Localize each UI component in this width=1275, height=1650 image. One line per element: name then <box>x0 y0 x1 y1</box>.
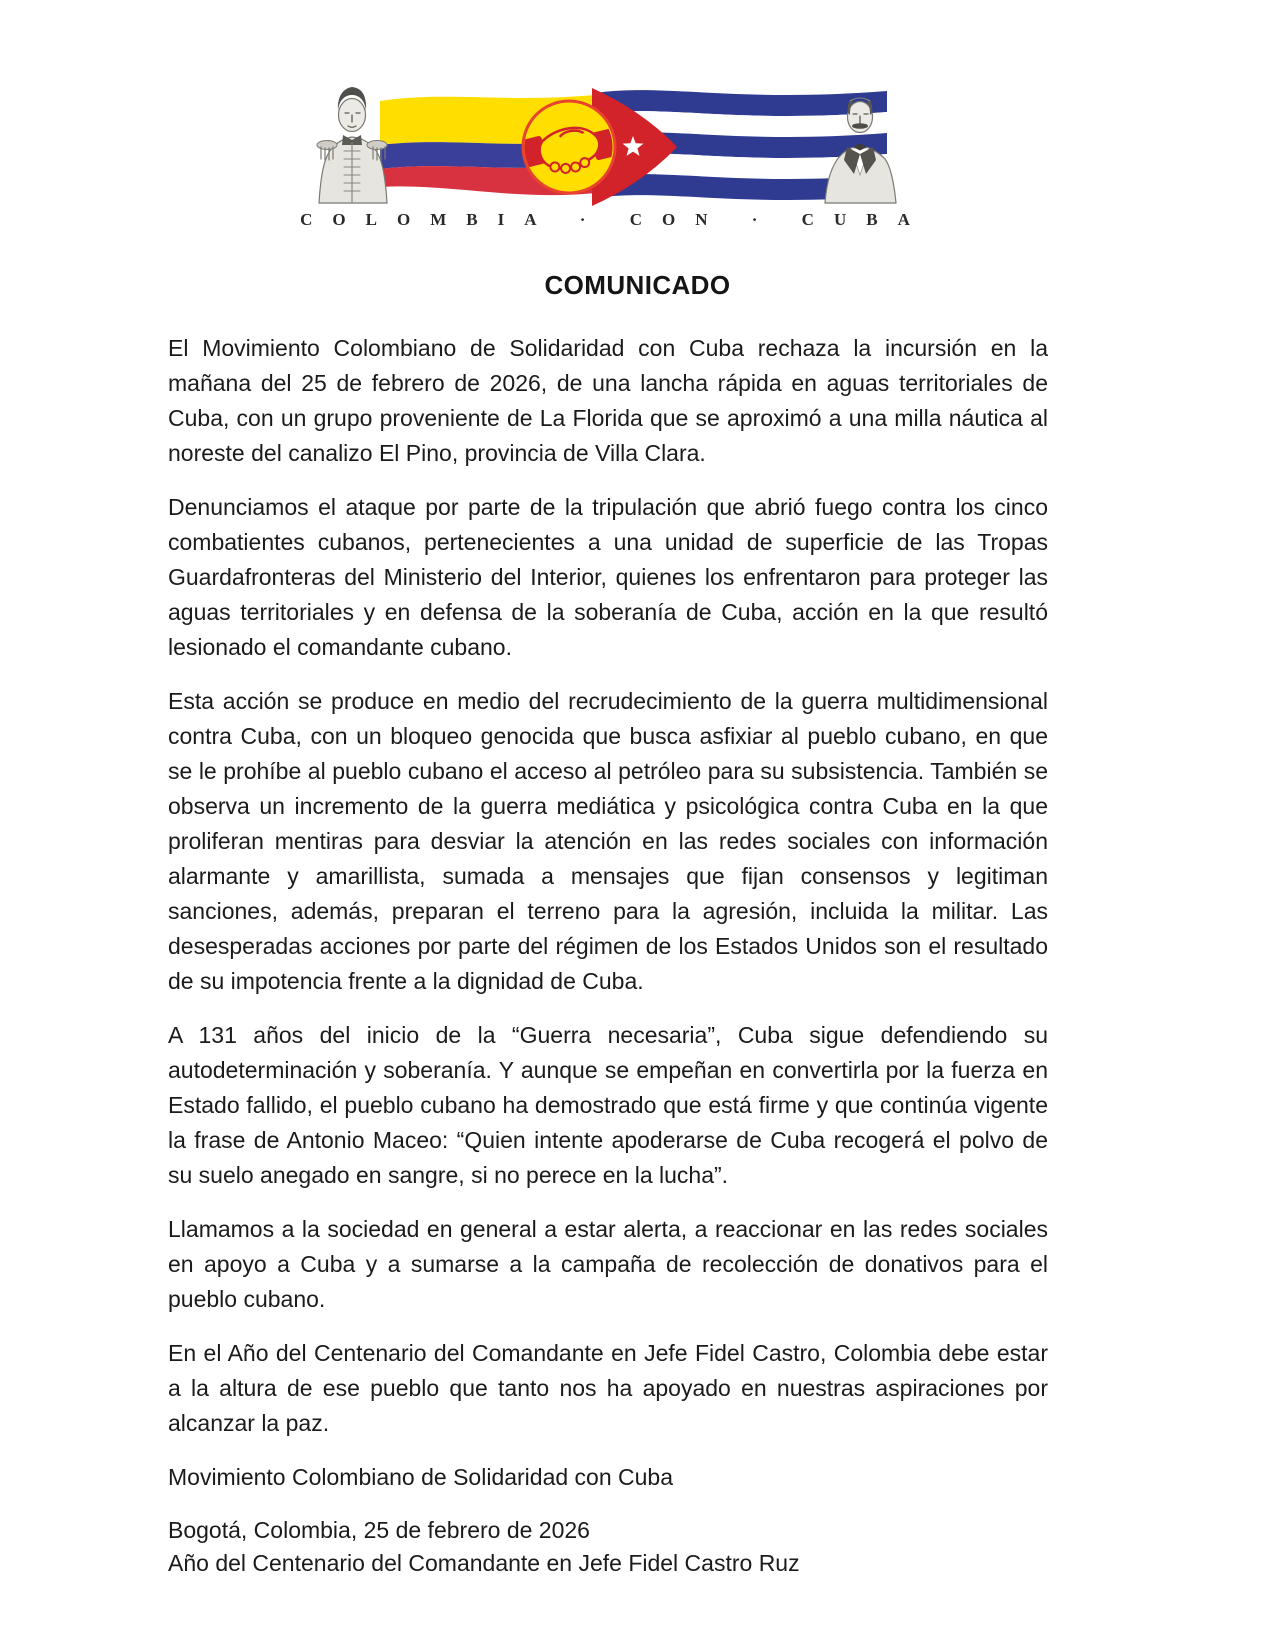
footer-dedication: Año del Centenario del Comandante en Jefe Fidel Castro Ruz <box>168 1550 800 1576</box>
paragraph-denuncia: Denunciamos el ataque por parte de la tripulación que abrió fuego contra los cinco combatientes cubanos, pertenecientes a una unidad de superficie de las Tropas Guardafronteras del Ministerio del Interior, quienes los enfrentaron para proteger las aguas territoriales y en defensa de la soberanía de Cuba, acción en la que resultó lesionado el comandante cubano. <box>168 494 1048 660</box>
logo-caption: COLOMBIA · CON · CUBA <box>300 210 930 229</box>
paragraph-guerra-necesaria: A 131 años del inicio de la “Guerra necesaria”, Cuba sigue defendiendo su autodeterminación y soberanía. Y aunque se empeñan en convertirla por la fuerza en Estado fallido, el pueblo cubano ha demostrado que está firme y que continúa vigente la frase de Antonio Maceo: “Quien intente apoderarse de Cuba recogerá el polvo de su suelo anegado en sangre, si no perece en la lucha”. <box>168 1022 1048 1188</box>
logo <box>295 75 930 230</box>
paragraph-guerra-multidimensional: Esta acción se produce en medio del recrudecimiento de la guerra multidimensional contra Cuba, con un bloqueo genocida que busca asfixiar al pueblo cubano, en que se le prohíbe al pueblo cubano el acceso al petróleo para su subsistencia. También se observa un incremento de la guerra mediática y psicológica contra Cuba en la que proliferan mentiras para desviar la atención en las redes sociales con información alarmante y amarillista, sumada a mensajes que fijan consensos y legitiman sanciones, además, preparan el terreno para la agresión, incluida la militar. Las desesperadas acciones por parte del régimen de los Estados Unidos son el resultado de su impotencia frente a la dignidad de Cuba. <box>168 688 1048 994</box>
colombia-con-cuba-logo-image <box>295 75 915 207</box>
signature: Movimiento Colombiano de Solidaridad con Cuba <box>168 1464 674 1490</box>
paragraph-llamado: Llamamos a la sociedad en general a estar alerta, a reaccionar en las redes sociales en apoyo a Cuba y a sumarse a la campaña de recolección de donativos para el pueblo cubano. <box>168 1216 1048 1312</box>
document-title: COMUNICADO <box>544 270 731 300</box>
bolivar-portrait <box>317 87 387 203</box>
paragraph-incursion: El Movimiento Colombiano de Solidaridad con Cuba rechaza la incursión en la mañana del 25 de febrero de 2026, de una lancha rápida en aguas territoriales de Cuba, con un grupo proveniente de La Florida que se aproximó a una milla náutica al noreste del canalizo El Pino, provincia de Villa Clara. <box>168 335 1048 466</box>
footer-place-date: Bogotá, Colombia, 25 de febrero de 2026 <box>168 1517 590 1543</box>
document-body <box>168 331 1048 1580</box>
paragraph-centenario: En el Año del Centenario del Comandante en Jefe Fidel Castro, Colombia debe estar a la altura de ese pueblo que tanto nos ha apoyado en nuestras aspiraciones por alcanzar la paz. <box>168 1340 1048 1436</box>
